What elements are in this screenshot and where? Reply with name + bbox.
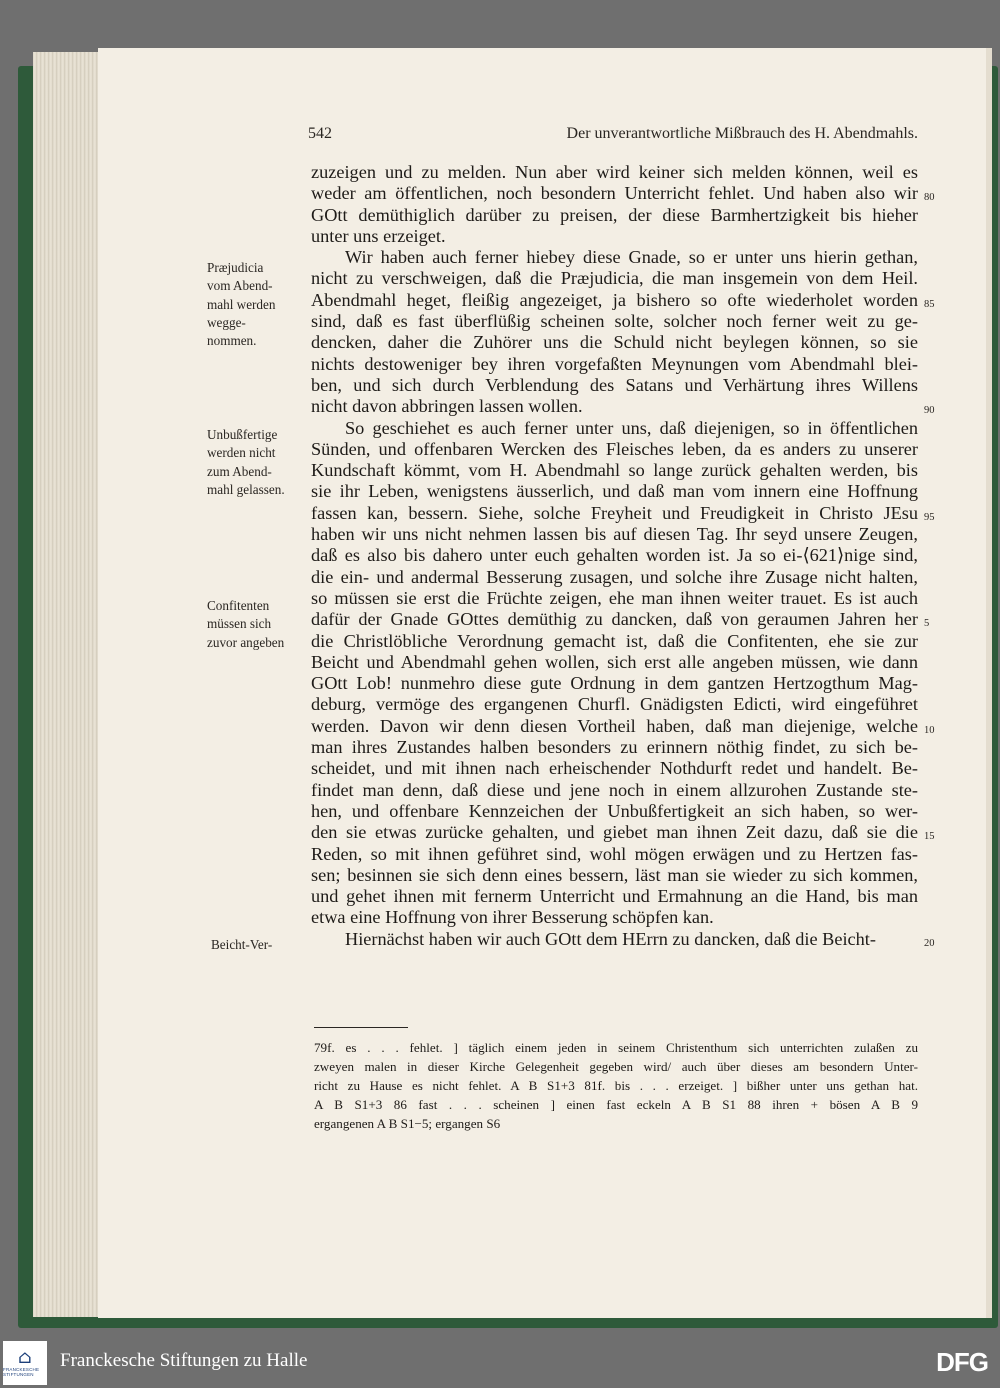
- margin-note-beicht: [211, 936, 331, 954]
- running-head: [308, 125, 918, 149]
- footnote-line: A B S1+3 86 fast . . . scheinen ] einen fast eckeln A B S1 88 ihren + bösen A B 9: [314, 1097, 918, 1112]
- text-line: findet man denn, daß diese und jene noch in einem allzurohen Zustande ste-: [311, 779, 918, 800]
- text-line: Reden, so mit ihnen geführet sind, wohl mögen erwägen und zu Hertzen fas-: [311, 843, 918, 864]
- margin-note-unbussfertige: [207, 426, 327, 499]
- line-number: 80: [924, 192, 935, 203]
- line-number: 85: [924, 299, 935, 310]
- text-line: sind, daß es fast überflüßig scheinen solte, solcher noch ferner weit zu ge-: [311, 311, 918, 332]
- margin-note-line: Unbußfertige: [207, 427, 278, 442]
- text-line: den sie etwas zurücke gehalten, und giebet man ihnen Zeit dazu, daß sie die: [311, 822, 918, 843]
- institution-name: Franckesche Stiftungen zu Halle: [60, 1350, 308, 1371]
- running-title: Der unverantwortliche Mißbrauch des H. Abendmahls.: [566, 125, 918, 142]
- margin-note-line: vom Abend-: [207, 278, 273, 294]
- text-line: sen; besinnen sie sich denn eines bessern, läst man sie wieder zu sich kommen,: [311, 864, 918, 885]
- line-number: 95: [924, 512, 935, 523]
- text-line: dafür der Gnade GOttes demüthig zu dancken, daß von geraumen Jahren her: [311, 609, 918, 630]
- text-line: weder am öffentlichen, noch besondern Unterricht fehlet. Und haben also wir: [311, 183, 918, 204]
- text-line: Wir haben auch ferner hiebey diese Gnade, so er unter uns hierin gethan,: [345, 247, 918, 268]
- text-line: zuzeigen und zu melden. Nun aber wird keiner sich melden können, weil es: [311, 162, 918, 182]
- logo-text: FRANCKESCHE STIFTUNGEN: [3, 1367, 40, 1377]
- text-line: so müssen sie erst die Früchte zeigen, ehe man ihnen weiter trauet. Es ist auch: [311, 587, 918, 608]
- text-line: Sünden, und offenbaren Wercken des Fleisches leben, da es anders zu unserer: [311, 438, 918, 459]
- line-number: 15: [924, 831, 935, 842]
- text-line: nicht davon abbringen lassen wollen.: [311, 396, 583, 417]
- line-number: 20: [924, 938, 935, 949]
- margin-note-line: wegge-: [207, 314, 246, 330]
- text-line: nicht zu verschweigen, daß die Præjudicia, die man insgemein von dem Heil.: [311, 268, 918, 289]
- footnote-line: zweyen malen in dieser Kirche Gelegenheit gegeben wird/ auch über dieses am besondern Unter-: [314, 1059, 918, 1074]
- margin-note-line: zum Abend-: [207, 463, 272, 479]
- margin-note-line: nommen.: [207, 333, 257, 349]
- footnote-line: 79f. es . . . fehlet. ] täglich einem jeden in seinem Christenthum sich unterrichten zulaßen zu: [314, 1040, 918, 1055]
- margin-note-line: werden nicht: [207, 445, 276, 461]
- line-number: 5: [924, 618, 930, 629]
- text-line: daß es also bis dahero unter euch gehalten worden ist. Ja so ei-⟨621⟩nige sind,: [311, 545, 918, 566]
- text-line: sie ihr Leben, wenigstens äusserlich, und daß man vom innern eine Hoffnung: [311, 481, 918, 502]
- text-line: werden. Davon wir denn diesen Vortheil haben, daß man diejenige, welche: [311, 715, 918, 736]
- margin-note-confitenten: [207, 597, 327, 652]
- text-line: hen, und offenbare Kennzeichen der Unbußfertigkeit an sich haben, so wer-: [311, 800, 918, 821]
- orphanage-icon: ⌂: [18, 1347, 32, 1368]
- text-line: scheidet, und mit ihnen nach erheischender Nothdurft redet und handelt. Be-: [311, 758, 918, 779]
- text-line: GOtt Lob! nunmehro diese gute Ordnung in dem gantzen Hertzogthum Mag-: [311, 673, 918, 694]
- text-line: So geschiehet es auch ferner unter uns, daß diejenigen, so in öffentlichen: [345, 417, 918, 438]
- footnote-line: ergangenen A B S1−5; ergangen S6: [314, 1116, 501, 1131]
- institution-logo[interactable]: [3, 1341, 47, 1385]
- margin-note-line: Confitenten: [207, 598, 270, 613]
- text-line: GOtt demüthiglich darüber zu preisen, der diese Barmhertzigkeit bis hieher: [311, 204, 918, 225]
- text-line: deburg, vermöge des ergangenen Churfl. Gnädigsten Edicti, wird eingeführet: [311, 694, 918, 715]
- text-line: fassen kan, bessern. Siehe, solche Freyheit und Freudigkeit in Christo JEsu: [311, 502, 918, 523]
- text-line: Abendmahl heget, fleißig angezeiget, ja bishero so ofte wiederholet worden: [311, 289, 918, 310]
- text-line: man ihres Zustandes halben besonders zu erinnern nöthig findet, zu sich be-: [311, 737, 918, 758]
- text-line: dencken, daher die Zuhörer uns die Schuld nicht beylegen können, so sie: [311, 332, 918, 353]
- text-line: Hiernächst haben wir auch GOtt dem HErrn zu dancken, daß die Beicht-: [345, 928, 876, 949]
- critical-apparatus: [314, 1038, 918, 1133]
- text-line: Kundschaft kömmt, vom H. Abendmahl so lange zurück gehalten werden, bis: [311, 460, 918, 481]
- viewer-footer-bar: [0, 1338, 1000, 1388]
- text-line: unter uns erzeiget.: [311, 225, 446, 246]
- margin-note-line: mahl gelassen.: [207, 481, 285, 497]
- body-text: [311, 162, 918, 950]
- text-line: und gehet ihnen mit fernerm Unterricht und Ermahnung an die Hand, bis man: [311, 886, 918, 907]
- text-line: die ein- und andermal Besserung zusagen, und solche ihre Zusage nicht halten,: [311, 566, 918, 587]
- dfg-logo[interactable]: DFG: [936, 1347, 988, 1377]
- margin-note-line: Præjudicia: [207, 260, 264, 275]
- text-line: ben, und sich durch Verblendung des Satans und Verhärtung ihres Willens: [311, 374, 918, 395]
- line-number: 90: [924, 405, 935, 416]
- footnote-line: richt zu Hause es nicht fehlet. A B S1+3 81f. bis . . . erzeiget. ] bißher unter uns gethan hat.: [314, 1078, 918, 1093]
- margin-note-line: zuvor angeben: [207, 634, 285, 650]
- line-number: 10: [924, 725, 935, 736]
- margin-note-line: Beicht-Ver-: [211, 937, 273, 952]
- text-line: die Christlöbliche Verordnung gemacht ist, daß die Confitenten, ehe sie zur: [311, 630, 918, 651]
- margin-note-line: mahl werden: [207, 296, 276, 312]
- margin-note-praejudicia: [207, 259, 327, 350]
- text-line: haben wir uns nicht nehmen lassen bis auf diesen Tag. Ihr seyd unsere Zeugen,: [311, 524, 918, 545]
- margin-note-line: müssen sich: [207, 616, 272, 632]
- text-line: Beicht und Abendmahl gehen wollen, sich erst alle angeben müssen, wie dann: [311, 651, 918, 672]
- page-number: 542: [308, 125, 332, 142]
- text-line: nichts destoweniger bey ihren vorgefaßten Meynungen vom Abendmahl blei-: [311, 353, 918, 374]
- text-line: etwa eine Hoffnung von ihrer Besserung schöpfen kan.: [311, 907, 714, 928]
- footnote-divider: [314, 1027, 408, 1028]
